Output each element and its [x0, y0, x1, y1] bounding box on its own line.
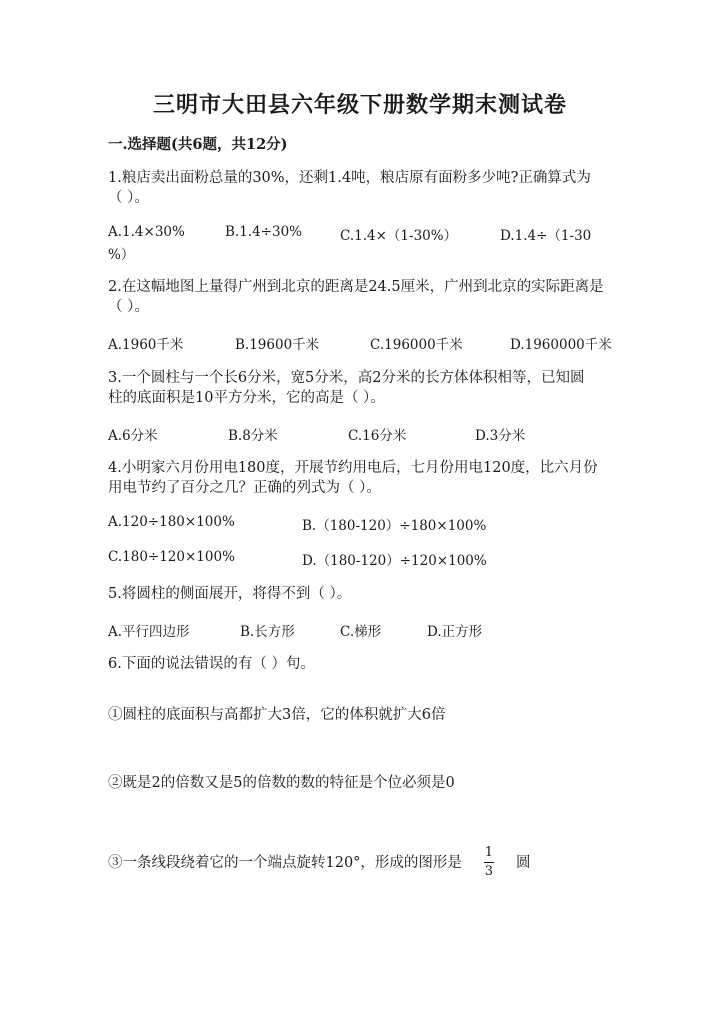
question-6-line-1: 6.下面的说法错误的有（ ）句。: [108, 656, 315, 672]
question-4-option-a: A.120÷180×100%: [108, 514, 235, 530]
question-6-statement-1: ①圆柱的底面积与高都扩大3倍，它的体积就扩大6倍: [108, 707, 446, 723]
question-4-line-1: 4.小明家六月份用电180度，开展节约用电后，七月份用电120度，比六月份: [108, 460, 598, 476]
question-2-line-1: 2.在这幅地图上量得广州到北京的距离是24.5厘米，广州到北京的实际距离是: [108, 279, 604, 295]
fraction-denominator: 3: [484, 864, 494, 879]
question-3-line-1: 3.一个圆柱与一个长6分米，宽5分米，高2分米的长方体体积相等，已知圆: [108, 370, 585, 386]
page-title: 三明市大田县六年级下册数学期末测试卷: [152, 92, 567, 118]
question-4-line-2: 用电节约了百分之几？正确的列式为（ ）。: [108, 480, 381, 496]
question-2-option-b: B.19600千米: [235, 337, 320, 353]
statement-3-suffix: 圆: [515, 854, 531, 871]
question-3-option-a: A.6分米: [108, 428, 158, 444]
question-3-option-c: C.16分米: [348, 428, 407, 444]
question-5-line-1: 5.将圆柱的侧面展开，将得不到（ ）。: [108, 586, 352, 602]
question-4-option-d: D.（180-120）÷120×100%: [302, 553, 487, 569]
question-1-line-2: （ ）。: [108, 190, 149, 206]
question-5-option-b: B.长方形: [240, 624, 295, 640]
fraction-bar: [484, 862, 494, 863]
question-4-option-c: C.180÷120×100%: [108, 549, 235, 565]
question-2-line-2: （ ）。: [108, 299, 149, 315]
question-5-option-d: D.正方形: [427, 624, 483, 640]
question-2-option-d: D.1960000千米: [510, 337, 612, 353]
statement-3-text: ③一条线段绕着它的一个端点旋转120°，形成的图形是: [108, 854, 462, 871]
fraction-numerator: 1: [484, 845, 494, 860]
question-5-option-a: A.平行四边形: [108, 624, 190, 640]
question-4-option-b: B.（180-120）÷180×100%: [302, 518, 487, 534]
question-5-option-c: C.梯形: [340, 624, 382, 640]
question-1-option-b: B.1.4÷30%: [225, 224, 302, 240]
question-6-statement-3: [108, 846, 530, 879]
question-1-line-1: 1.粮店卖出面粉总量的30%，还剩1.4吨，粮店原有面粉多少吨?正确算式为: [108, 170, 591, 186]
question-1-option-d-wrap: %）: [108, 247, 135, 263]
question-2-option-c: C.196000千米: [370, 337, 463, 353]
question-6-statement-2: ②既是2的倍数又是5的倍数的数的特征是个位必须是0: [108, 775, 455, 791]
question-3-option-d: D.3分米: [475, 428, 526, 444]
fraction-one-third: [484, 846, 494, 879]
question-2-option-a: A.1960千米: [108, 337, 184, 353]
section-heading: 一.选择题(共6题，共12分): [108, 136, 288, 153]
question-3-line-2: 柱的底面积是10平方分米，它的高是（ ）。: [108, 390, 385, 406]
question-1-option-d: D.1.4÷（1-30: [500, 228, 592, 244]
question-1-option-c: C.1.4×（1-30%）: [340, 228, 458, 244]
question-1-option-a: A.1.4×30%: [108, 224, 185, 240]
question-3-option-b: B.8分米: [228, 428, 278, 444]
